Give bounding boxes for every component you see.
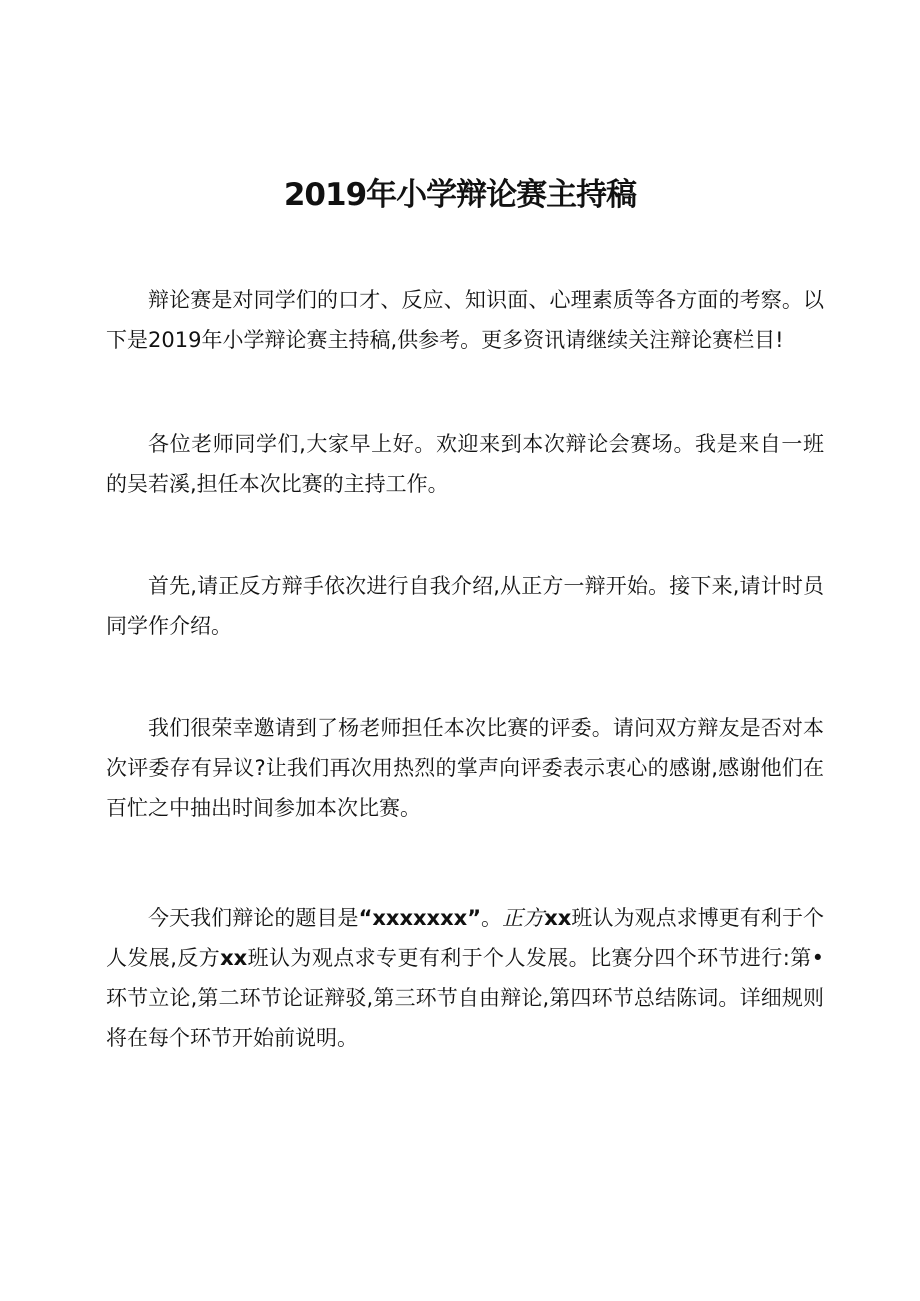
pro-side-label: 正方 — [502, 906, 545, 930]
paragraph-judges: 我们很荣幸邀请到了杨老师担任本次比赛的评委。请问双方辩友是否对本次评委存有异议?让我们再次用热烈的掌声向评委表示衷心的感谢,感谢他们在百忙之中抽出时间参加本次比赛。 — [106, 716, 824, 820]
topic-text-4: 班认为观点求专更有利于个人发展。比赛分四个环节进行:第•环节立论,第二环节论证辩驳,第三环节自由辩论,第四环节总结陈词。详细规则将在每个环节开始前说明。 — [106, 946, 824, 1050]
con-class: xx — [220, 946, 248, 970]
document-title: 2019年小学辩论赛主持稿 — [283, 177, 637, 213]
topic-text-3: 班认为观点求博更有利于个人发展,反方 — [106, 906, 825, 970]
topic-text-2: 。 — [481, 906, 503, 930]
debate-topic: “xxxxxxx” — [358, 906, 481, 930]
paragraph-greeting: 各位老师同学们,大家早上好。欢迎来到本次辩论会赛场。我是来自一班的吴若溪,担任本次比赛的主持工作。 — [106, 432, 824, 496]
topic-text-1: 今天我们辩论的题目是 — [148, 906, 359, 930]
pro-class: xx — [544, 906, 572, 930]
paragraph-intro: 辩论赛是对同学们的口才、反应、知识面、心理素质等各方面的考察。以下是2019年小学辩论赛主持稿,供参考。更多资讯请继续关注辩论赛栏目! — [106, 288, 824, 352]
paragraph-introductions: 首先,请正反方辩手依次进行自我介绍,从正方一辩开始。接下来,请计时员同学作介绍。 — [106, 574, 824, 638]
paragraph-topic — [106, 898, 824, 1058]
